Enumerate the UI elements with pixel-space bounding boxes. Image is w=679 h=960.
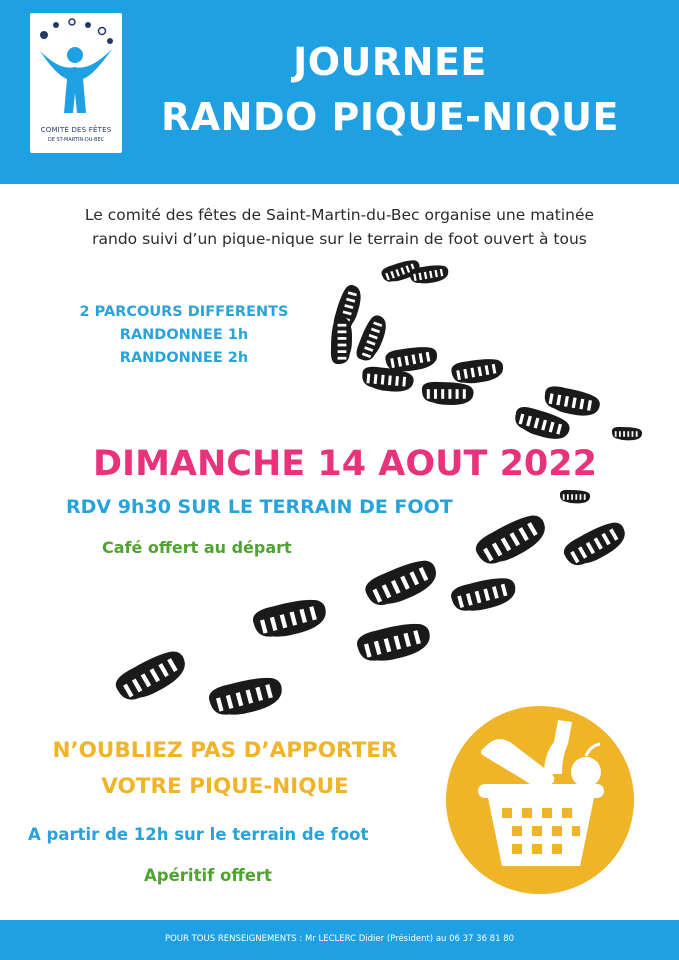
reminder-line1: N’OUBLIEZ PAS D’APPORTER xyxy=(52,738,398,763)
footprint xyxy=(331,317,352,364)
intro-line2: rando suivi d’un pique-nique sur le terrain de foot ouvert à tous xyxy=(92,230,587,248)
parcours-1h: RANDONNEE 1h xyxy=(119,327,249,343)
footprint xyxy=(560,490,590,503)
parcours-2h: RANDONNEE 2h xyxy=(119,350,249,366)
footprint xyxy=(251,593,330,644)
page-title-line2: RANDO PIQUE-NIQUE xyxy=(161,95,619,139)
footprint xyxy=(207,671,286,722)
parcours-heading: 2 PARCOURS DIFFERENTS xyxy=(79,304,289,320)
footprint xyxy=(355,617,434,668)
footprint xyxy=(612,427,642,440)
page-title-line1: JOURNEE xyxy=(293,40,487,84)
reminder-line2: VOTRE PIQUE-NIQUE xyxy=(101,774,349,799)
footprint xyxy=(542,385,601,419)
footprint xyxy=(422,382,474,405)
footprint xyxy=(450,355,505,387)
footprint xyxy=(112,644,192,709)
picnic-time: A partir de 12h sur le terrain de foot xyxy=(28,825,369,844)
footprint xyxy=(362,553,442,614)
cafe-note: Café offert au départ xyxy=(102,538,292,557)
contact-info: POUR TOUS RENSEIGNEMENTS : Mr LECLERC Didier (Président) au 06 37 36 81 80 xyxy=(164,934,515,944)
intro-line1: Le comité des fêtes de Saint-Martin-du-Bec organise une matinée xyxy=(84,206,595,224)
footprint xyxy=(449,572,519,617)
meeting-point: RDV 9h30 SUR LE TERRAIN DE FOOT xyxy=(66,496,453,518)
logo-text-line1: COMITÉ DES FÊTES xyxy=(40,126,112,134)
footprint xyxy=(560,516,630,573)
picnic-basket-icon xyxy=(440,700,640,900)
aperitif-note: Apéritif offert xyxy=(144,866,272,885)
event-date: DIMANCHE 14 AOUT 2022 xyxy=(93,444,597,484)
footer-banner xyxy=(0,920,679,960)
footprint xyxy=(472,508,552,573)
logo-text-line2: DE ST-MARTIN-DU-BEC xyxy=(47,137,105,143)
footprint xyxy=(354,312,390,364)
